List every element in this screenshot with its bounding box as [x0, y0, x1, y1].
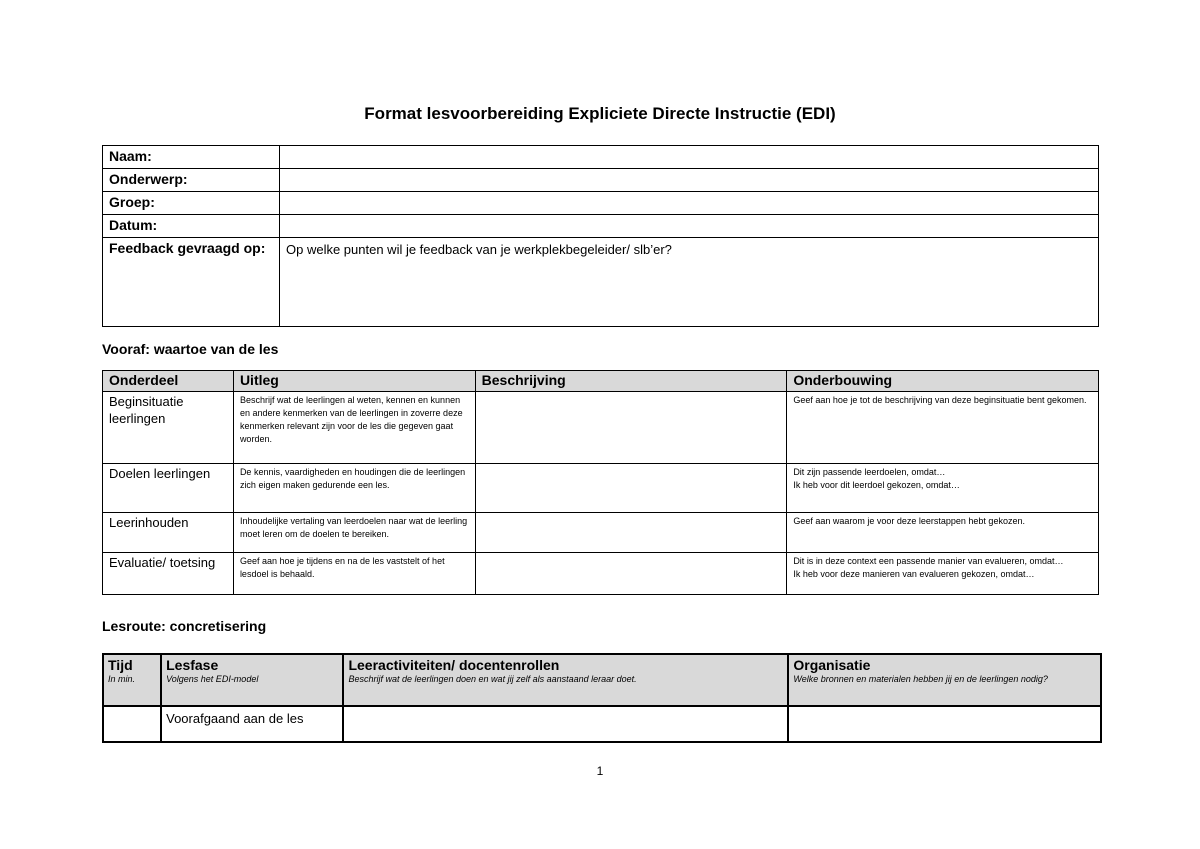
column-header: Onderbouwing: [787, 371, 1099, 392]
onderbouwing-cell[interactable]: Dit zijn passende leerdoelen, omdat… Ik heb voor dit leerdoel gekozen, omdat…: [787, 464, 1099, 513]
onderdeel-cell: Doelen leerlingen: [103, 464, 234, 513]
onderbouwing-cell[interactable]: Geef aan waarom je voor deze leerstappen hebt gekozen.: [787, 513, 1099, 553]
info-label: Groep:: [103, 192, 280, 215]
section-heading-vooraf: Vooraf: waartoe van de les: [102, 341, 279, 357]
column-header-subtitle: Volgens het EDI-model: [166, 674, 259, 684]
column-header-title: Organisatie: [793, 657, 871, 673]
beschrijving-cell[interactable]: [475, 553, 787, 595]
info-table: [102, 145, 1099, 327]
uitleg-cell: Beschrijf wat de leerlingen al weten, kennen en kunnen en andere kenmerken van de leerlingen in zoverre deze kenmerken relevant zijn voor de les die gegeven gaat worden.: [233, 392, 475, 464]
table-row: [103, 706, 1101, 742]
column-header-title: Lesfase: [166, 657, 219, 673]
column-header-subtitle: In min.: [108, 674, 136, 684]
beschrijving-cell[interactable]: [475, 392, 787, 464]
info-row-onderwerp: [103, 169, 1099, 192]
lesfase-cell: Voorafgaand aan de les: [161, 706, 343, 742]
beschrijving-cell[interactable]: [475, 513, 787, 553]
uitleg-cell: Geef aan hoe je tijdens en na de les vaststelt of het lesdoel is behaald.: [233, 553, 475, 595]
onderdeel-cell: Leerinhouden: [103, 513, 234, 553]
column-header-tijd: [103, 654, 161, 706]
info-label: Naam:: [103, 146, 280, 169]
tijd-cell[interactable]: [103, 706, 161, 742]
info-row-feedback: [103, 238, 1099, 327]
table-header-row: [103, 654, 1101, 706]
info-label: Feedback gevraagd op:: [103, 238, 280, 327]
info-value[interactable]: [280, 215, 1099, 238]
onderbouwing-cell[interactable]: Geef aan hoe je tot de beschrijving van deze beginsituatie bent gekomen.: [787, 392, 1099, 464]
table-row: [103, 392, 1099, 464]
column-header-title: Leeractiviteiten/ docentenrollen: [348, 657, 560, 673]
info-value[interactable]: [280, 169, 1099, 192]
table-row: [103, 553, 1099, 595]
info-row-datum: [103, 215, 1099, 238]
info-row-naam: [103, 146, 1099, 169]
column-header-lesfase: [161, 654, 343, 706]
lesroute-table: [102, 653, 1102, 743]
vooraf-table: [102, 370, 1099, 595]
uitleg-cell: De kennis, vaardigheden en houdingen die de leerlingen zich eigen maken gedurende een les.: [233, 464, 475, 513]
info-value[interactable]: Op welke punten wil je feedback van je werkplekbegeleider/ slb’er?: [280, 238, 1099, 327]
column-header: Onderdeel: [103, 371, 234, 392]
activiteiten-cell[interactable]: [343, 706, 788, 742]
onderbouwing-cell[interactable]: Dit is in deze context een passende manier van evalueren, omdat… Ik heb voor deze manieren van evalueren gekozen, omdat…: [787, 553, 1099, 595]
table-row: [103, 464, 1099, 513]
section-heading-lesroute: Lesroute: concretisering: [102, 618, 267, 634]
page-number: 1: [596, 764, 604, 778]
column-header-title: Tijd: [108, 657, 133, 673]
column-header-subtitle: Beschrijf wat de leerlingen doen en wat jij zelf als aanstaand leraar doet.: [348, 674, 637, 684]
column-header: Beschrijving: [475, 371, 787, 392]
onderdeel-cell: Beginsituatie leerlingen: [103, 392, 234, 464]
info-label: Onderwerp:: [103, 169, 280, 192]
column-header: Uitleg: [233, 371, 475, 392]
info-row-groep: [103, 192, 1099, 215]
beschrijving-cell[interactable]: [475, 464, 787, 513]
info-label: Datum:: [103, 215, 280, 238]
column-header-subtitle: Welke bronnen en materialen hebben jij en de leerlingen nodig?: [793, 674, 1048, 684]
info-value[interactable]: [280, 146, 1099, 169]
onderdeel-cell: Evaluatie/ toetsing: [103, 553, 234, 595]
organisatie-cell[interactable]: [788, 706, 1101, 742]
table-header-row: [103, 371, 1099, 392]
info-value[interactable]: [280, 192, 1099, 215]
uitleg-cell: Inhoudelijke vertaling van leerdoelen naar wat de leerling moet leren om de doelen te bereiken.: [233, 513, 475, 553]
document-title: Format lesvoorbereiding Expliciete Directe Instructie (EDI): [364, 104, 836, 123]
table-row: [103, 513, 1099, 553]
column-header-organisatie: [788, 654, 1101, 706]
column-header-activiteiten: [343, 654, 788, 706]
